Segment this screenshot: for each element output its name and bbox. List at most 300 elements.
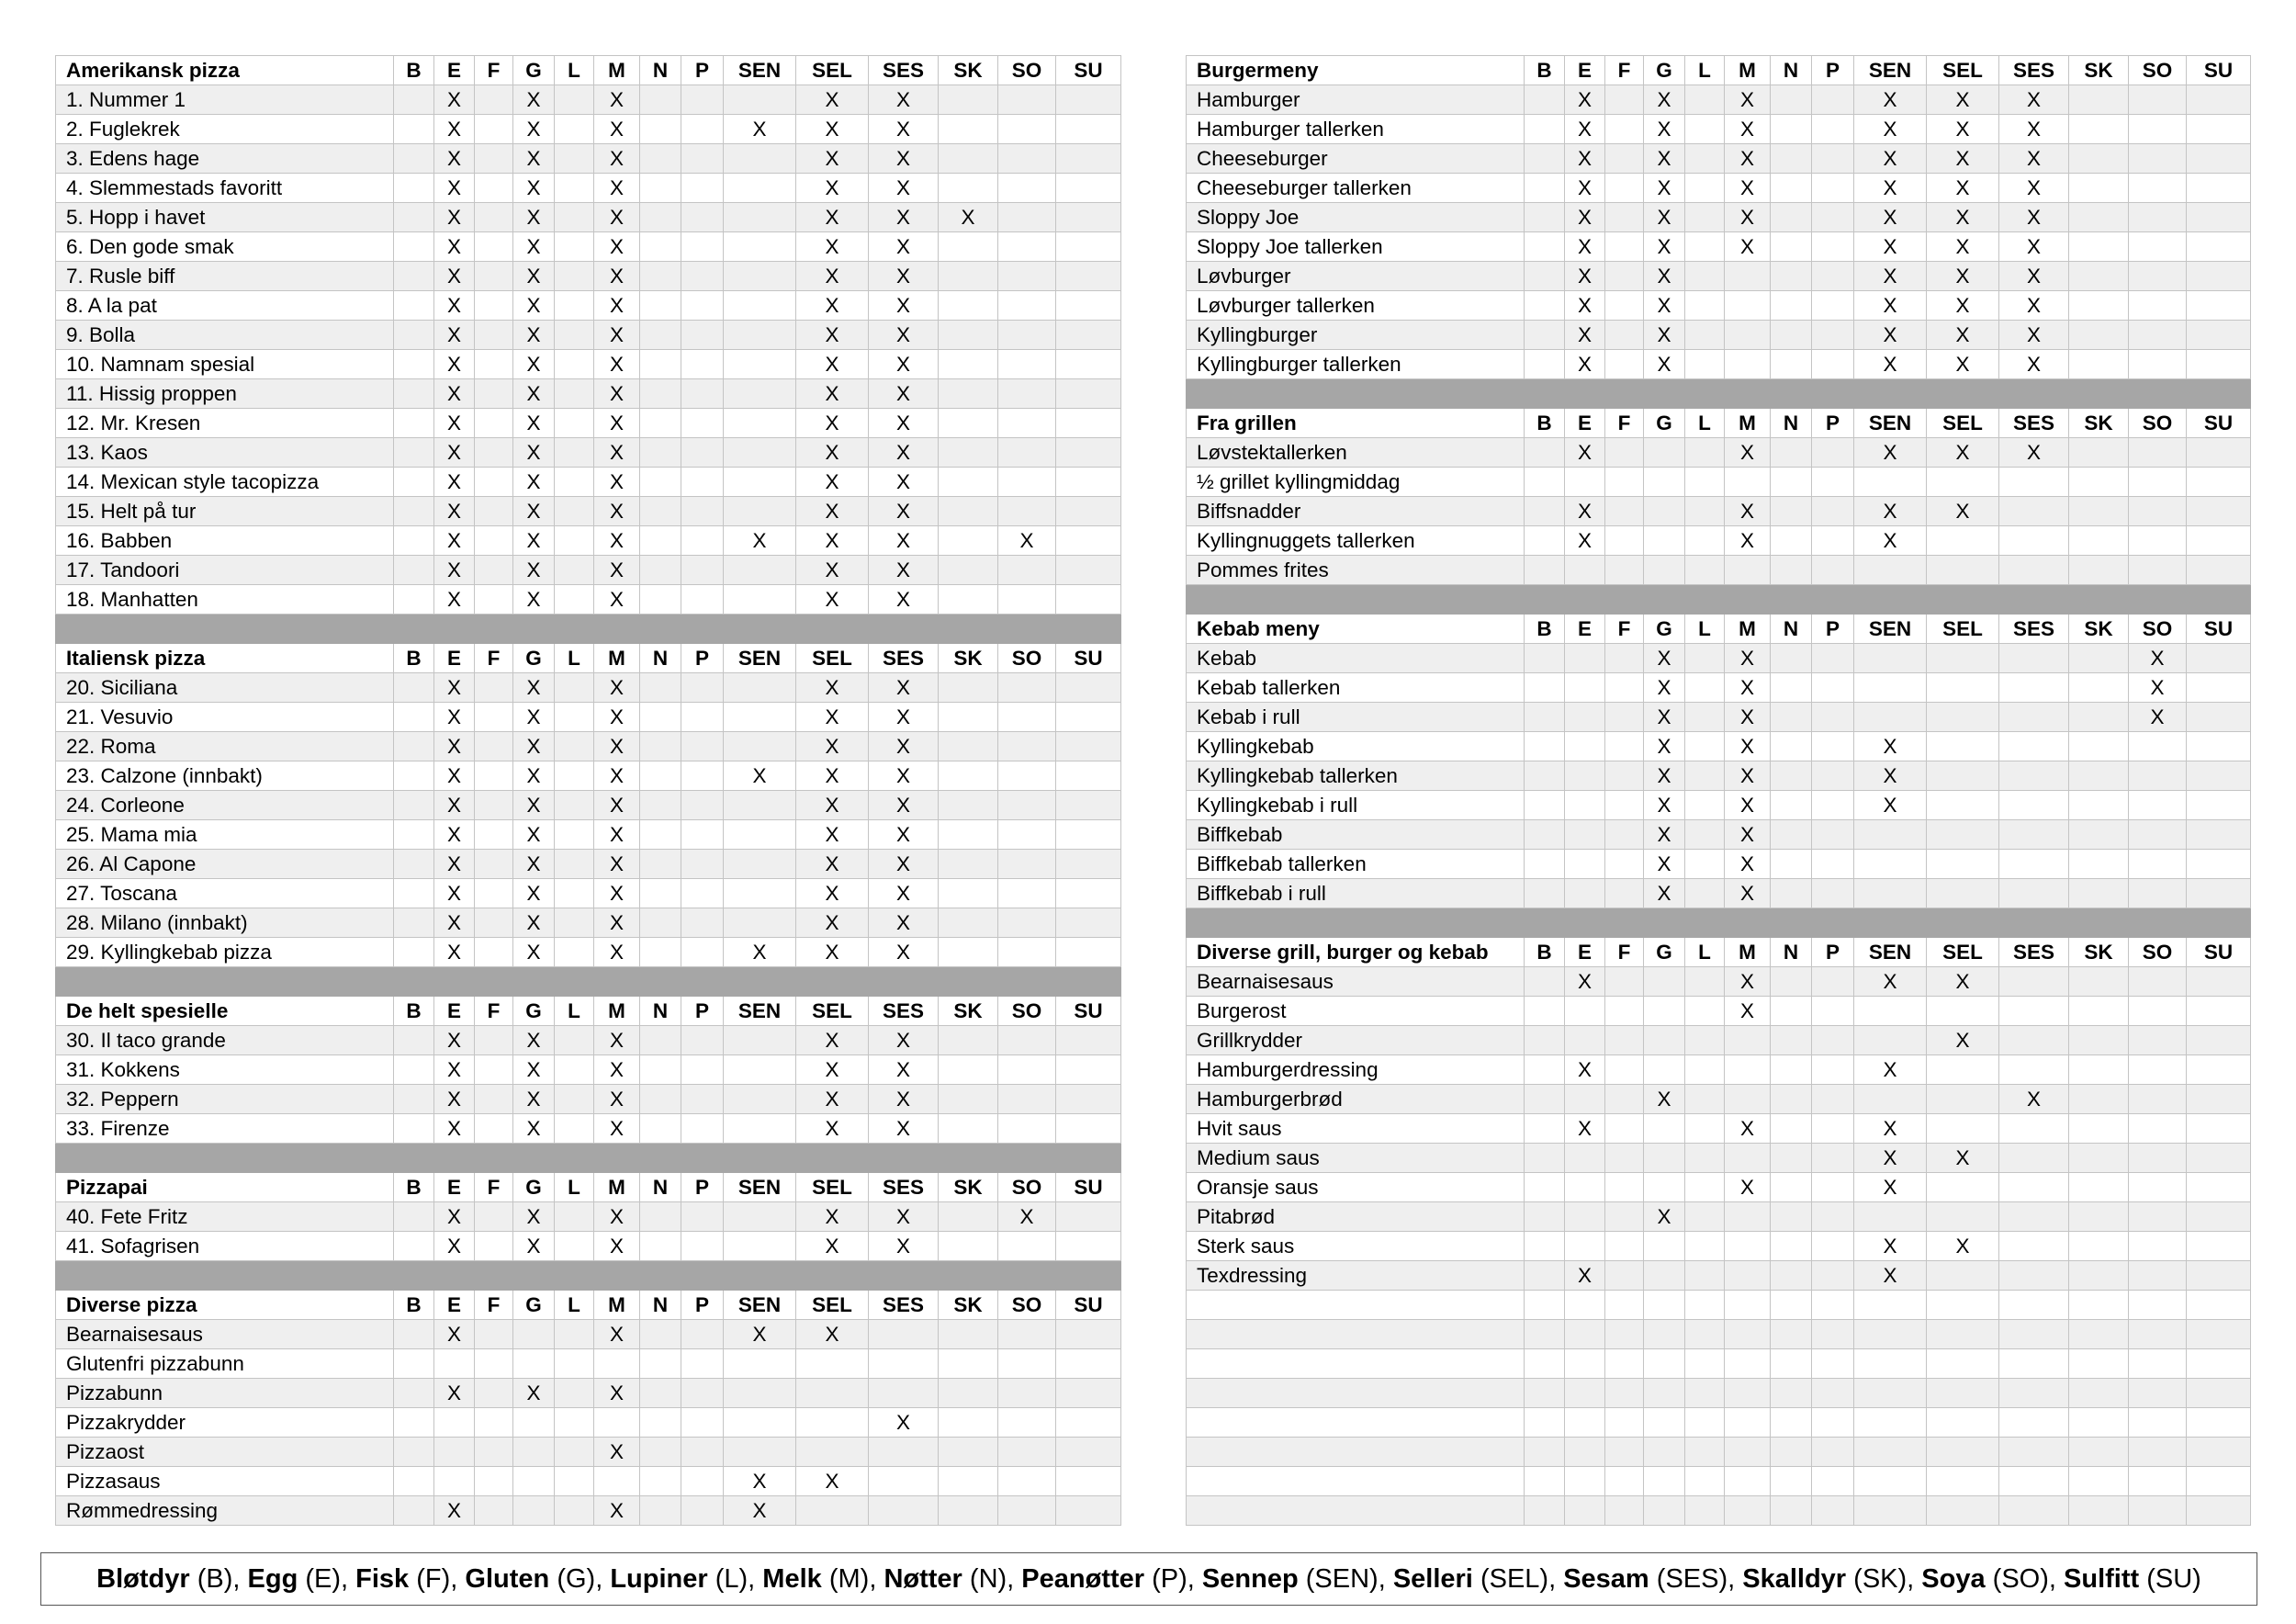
empty-row xyxy=(1187,1467,2251,1496)
section-title: De helt spesielle xyxy=(56,997,394,1026)
allergen-cell xyxy=(681,203,724,232)
allergen-cell xyxy=(2129,144,2187,174)
allergen-cell xyxy=(2069,321,2129,350)
allergen-cell xyxy=(1927,791,1999,820)
allergen-mark: X xyxy=(594,761,640,791)
allergen-mark: X xyxy=(796,379,869,409)
allergen-mark: X xyxy=(1854,761,1927,791)
item-name: Hamburger xyxy=(1187,85,1525,115)
allergen-mark: X xyxy=(1854,967,1927,997)
allergen-mark: X xyxy=(594,879,640,908)
item-name: Pizzabunn xyxy=(56,1379,394,1408)
allergen-cell xyxy=(555,379,594,409)
allergen-cell xyxy=(640,791,681,820)
allergen-cell xyxy=(640,232,681,262)
allergen-cell xyxy=(555,1379,594,1408)
column-header-b: B xyxy=(394,56,434,85)
allergen-cell xyxy=(594,1408,640,1438)
legend-allergen-code: (SES) xyxy=(1656,1563,1728,1594)
allergen-mark: X xyxy=(434,1026,475,1055)
table-row xyxy=(1187,1085,2251,1114)
allergen-cell xyxy=(796,1496,869,1526)
empty-cell xyxy=(1927,1349,1999,1379)
allergen-cell xyxy=(394,85,434,115)
allergen-cell xyxy=(1812,1173,1854,1202)
table-row xyxy=(56,350,1121,379)
allergen-cell xyxy=(724,673,796,703)
allergen-cell xyxy=(1056,321,1121,350)
allergen-cell xyxy=(394,673,434,703)
allergen-mark: X xyxy=(796,791,869,820)
allergen-cell xyxy=(681,1026,724,1055)
allergen-cell xyxy=(1812,468,1854,497)
allergen-cell xyxy=(1685,468,1725,497)
allergen-cell xyxy=(475,203,513,232)
empty-cell xyxy=(1605,1467,1644,1496)
empty-cell xyxy=(1605,1438,1644,1467)
empty-cell xyxy=(1854,1320,1927,1349)
allergen-cell xyxy=(681,703,724,732)
allergen-cell xyxy=(394,115,434,144)
column-header-p: P xyxy=(681,997,724,1026)
allergen-cell xyxy=(2187,1232,2251,1261)
allergen-cell xyxy=(2129,85,2187,115)
allergen-cell xyxy=(475,908,513,938)
table-row xyxy=(1187,1261,2251,1291)
item-name: 32. Peppern xyxy=(56,1085,394,1114)
item-name: 16. Babben xyxy=(56,526,394,556)
allergen-cell xyxy=(1056,1202,1121,1232)
allergen-cell xyxy=(475,1026,513,1055)
empty-cell xyxy=(1725,1320,1771,1349)
allergen-cell xyxy=(998,556,1056,585)
column-header-so: SO xyxy=(998,644,1056,673)
allergen-mark: X xyxy=(594,526,640,556)
empty-cell xyxy=(1725,1438,1771,1467)
allergen-cell xyxy=(1812,967,1854,997)
allergen-mark: X xyxy=(869,144,939,174)
separator-cell xyxy=(1187,908,2251,938)
allergen-cell xyxy=(394,820,434,850)
column-header-so: SO xyxy=(998,1291,1056,1320)
allergen-mark: X xyxy=(1927,291,1999,321)
allergen-cell xyxy=(555,1114,594,1144)
empty-cell xyxy=(1685,1438,1725,1467)
allergen-cell xyxy=(1812,1114,1854,1144)
allergen-mark: X xyxy=(796,1026,869,1055)
section-header-row xyxy=(56,997,1121,1026)
column-header-g: G xyxy=(513,56,555,85)
column-header-m: M xyxy=(1725,409,1771,438)
allergen-cell xyxy=(555,85,594,115)
empty-cell xyxy=(1999,1408,2069,1438)
separator-cell xyxy=(56,967,1121,997)
right-allergen-column xyxy=(1186,55,2250,1526)
allergen-cell xyxy=(1565,1173,1605,1202)
allergen-cell xyxy=(998,761,1056,791)
allergen-mark: X xyxy=(513,468,555,497)
column-header-sen: SEN xyxy=(1854,938,1927,967)
allergen-cell xyxy=(1854,850,1927,879)
allergen-mark: X xyxy=(594,1379,640,1408)
allergen-mark: X xyxy=(1927,115,1999,144)
allergen-cell xyxy=(1812,1202,1854,1232)
allergen-cell xyxy=(1605,879,1644,908)
item-name: Pitabrød xyxy=(1187,1202,1525,1232)
allergen-cell xyxy=(2187,232,2251,262)
allergen-mark: X xyxy=(434,1496,475,1526)
allergen-cell xyxy=(869,1438,939,1467)
allergen-cell xyxy=(394,409,434,438)
allergen-mark: X xyxy=(434,673,475,703)
allergen-mark: X xyxy=(594,556,640,585)
column-header-ses: SES xyxy=(869,56,939,85)
allergen-cell xyxy=(2129,1144,2187,1173)
table-row xyxy=(56,879,1121,908)
allergen-mark: X xyxy=(594,732,640,761)
allergen-cell xyxy=(2069,468,2129,497)
allergen-cell xyxy=(1725,1261,1771,1291)
allergen-mark: X xyxy=(513,1026,555,1055)
legend-item: Fisk (F), xyxy=(355,1563,466,1594)
table-row xyxy=(1187,438,2251,468)
empty-cell xyxy=(1685,1320,1725,1349)
empty-cell xyxy=(1525,1408,1565,1438)
column-header-sk: SK xyxy=(2069,938,2129,967)
allergen-mark: X xyxy=(1927,1144,1999,1173)
allergen-cell xyxy=(939,115,998,144)
allergen-cell xyxy=(1565,703,1605,732)
allergen-cell xyxy=(1056,1055,1121,1085)
allergen-mark: X xyxy=(1927,232,1999,262)
allergen-mark: X xyxy=(724,115,796,144)
column-header-g: G xyxy=(513,644,555,673)
allergen-cell xyxy=(869,1379,939,1408)
allergen-mark: X xyxy=(796,820,869,850)
allergen-mark: X xyxy=(594,1055,640,1085)
allergen-cell xyxy=(1685,262,1725,291)
table-row xyxy=(1187,1144,2251,1173)
column-header-f: F xyxy=(1605,938,1644,967)
column-header-e: E xyxy=(1565,938,1605,967)
allergen-cell xyxy=(1812,1144,1854,1173)
empty-cell xyxy=(1854,1349,1927,1379)
allergen-mark: X xyxy=(434,1085,475,1114)
allergen-mark: X xyxy=(513,791,555,820)
allergen-cell xyxy=(1525,879,1565,908)
allergen-cell xyxy=(939,1467,998,1496)
column-header-p: P xyxy=(681,1173,724,1202)
allergen-mark: X xyxy=(796,1320,869,1349)
allergen-cell xyxy=(1771,85,1812,115)
empty-cell xyxy=(1725,1496,1771,1526)
allergen-cell xyxy=(998,321,1056,350)
item-name: Pommes frites xyxy=(1187,556,1525,585)
item-name: 30. Il taco grande xyxy=(56,1026,394,1055)
allergen-cell xyxy=(555,791,594,820)
allergen-cell xyxy=(1056,232,1121,262)
allergen-cell xyxy=(513,1349,555,1379)
allergen-cell xyxy=(555,879,594,908)
allergen-cell xyxy=(1999,1261,2069,1291)
item-name: Kyllingkebab i rull xyxy=(1187,791,1525,820)
allergen-cell xyxy=(1525,203,1565,232)
column-header-sk: SK xyxy=(2069,615,2129,644)
column-header-n: N xyxy=(640,1173,681,1202)
allergen-cell xyxy=(1771,526,1812,556)
legend-allergen-name: Soya xyxy=(1921,1563,1986,1594)
column-header-m: M xyxy=(594,1291,640,1320)
allergen-mark: X xyxy=(513,438,555,468)
item-name: 31. Kokkens xyxy=(56,1055,394,1085)
allergen-cell xyxy=(1056,1496,1121,1526)
allergen-mark: X xyxy=(513,761,555,791)
allergen-cell xyxy=(724,732,796,761)
item-name: Løvstektallerken xyxy=(1187,438,1525,468)
allergen-mark: X xyxy=(1999,85,2069,115)
table-row xyxy=(56,232,1121,262)
allergen-cell xyxy=(681,321,724,350)
allergen-cell xyxy=(681,820,724,850)
allergen-mark: X xyxy=(1999,1085,2069,1114)
allergen-cell xyxy=(939,1438,998,1467)
allergen-cell xyxy=(394,438,434,468)
allergen-mark: X xyxy=(434,379,475,409)
empty-cell xyxy=(1927,1291,1999,1320)
allergen-cell xyxy=(555,468,594,497)
empty-cell xyxy=(2187,1438,2251,1467)
empty-cell xyxy=(1644,1438,1685,1467)
allergen-mark: X xyxy=(1565,203,1605,232)
table-row xyxy=(56,1438,1121,1467)
item-name: 5. Hopp i havet xyxy=(56,203,394,232)
allergen-mark: X xyxy=(869,115,939,144)
empty-cell xyxy=(1771,1438,1812,1467)
item-name: Løvburger xyxy=(1187,262,1525,291)
empty-cell xyxy=(2129,1408,2187,1438)
allergen-cell xyxy=(555,556,594,585)
item-name: 9. Bolla xyxy=(56,321,394,350)
allergen-mark: X xyxy=(1854,203,1927,232)
allergen-cell xyxy=(394,1232,434,1261)
allergen-mark: X xyxy=(1565,526,1605,556)
allergen-cell xyxy=(681,350,724,379)
table-row xyxy=(56,203,1121,232)
allergen-cell xyxy=(724,1232,796,1261)
allergen-cell xyxy=(1999,997,2069,1026)
allergen-cell xyxy=(394,321,434,350)
empty-cell xyxy=(1525,1467,1565,1496)
allergen-cell xyxy=(1999,1055,2069,1085)
allergen-mark: X xyxy=(796,262,869,291)
empty-cell xyxy=(1644,1379,1685,1408)
table-row xyxy=(1187,203,2251,232)
allergen-cell xyxy=(640,1055,681,1085)
empty-cell xyxy=(2129,1467,2187,1496)
allergen-mark: X xyxy=(594,379,640,409)
allergen-mark: X xyxy=(594,350,640,379)
allergen-mark: X xyxy=(869,350,939,379)
allergen-cell xyxy=(724,908,796,938)
empty-cell xyxy=(1187,1349,1525,1379)
table-row xyxy=(56,1496,1121,1526)
allergen-mark: X xyxy=(796,1085,869,1114)
allergen-mark: X xyxy=(796,115,869,144)
allergen-cell xyxy=(513,1438,555,1467)
allergen-cell xyxy=(1605,1114,1644,1144)
allergen-cell xyxy=(555,232,594,262)
item-name: Burgerost xyxy=(1187,997,1525,1026)
empty-cell xyxy=(2069,1320,2129,1349)
empty-cell xyxy=(2069,1349,2129,1379)
allergen-cell xyxy=(640,1114,681,1144)
allergen-cell xyxy=(555,820,594,850)
allergen-cell xyxy=(2187,1114,2251,1144)
allergen-mark: X xyxy=(1565,262,1605,291)
column-header-sen: SEN xyxy=(1854,409,1927,438)
item-name: 2. Fuglekrek xyxy=(56,115,394,144)
allergen-cell xyxy=(939,791,998,820)
allergen-cell xyxy=(394,761,434,791)
allergen-mark: X xyxy=(513,585,555,615)
allergen-cell xyxy=(1771,850,1812,879)
column-header-f: F xyxy=(1605,615,1644,644)
allergen-cell xyxy=(2129,732,2187,761)
section-header-row xyxy=(1187,409,2251,438)
column-header-sel: SEL xyxy=(796,1173,869,1202)
allergen-cell xyxy=(640,673,681,703)
allergen-cell xyxy=(1999,1232,2069,1261)
table-row xyxy=(56,732,1121,761)
legend-allergen-code: (F) xyxy=(416,1563,451,1594)
allergen-cell xyxy=(1927,732,1999,761)
allergen-cell xyxy=(1854,1026,1927,1055)
allergen-mark: X xyxy=(434,291,475,321)
allergen-mark: X xyxy=(594,820,640,850)
allergen-cell xyxy=(681,879,724,908)
table-row xyxy=(1187,85,2251,115)
empty-cell xyxy=(2187,1349,2251,1379)
allergen-mark: X xyxy=(513,262,555,291)
allergen-cell xyxy=(1644,1173,1685,1202)
allergen-mark: X xyxy=(1999,350,2069,379)
empty-cell xyxy=(1525,1320,1565,1349)
allergen-mark: X xyxy=(1927,203,1999,232)
legend-item: Melk (M), xyxy=(762,1563,884,1594)
column-header-l: L xyxy=(555,1173,594,1202)
table-row xyxy=(56,556,1121,585)
column-header-g: G xyxy=(513,1291,555,1320)
allergen-mark: X xyxy=(796,761,869,791)
allergen-cell xyxy=(1605,1055,1644,1085)
column-header-so: SO xyxy=(2129,56,2187,85)
allergen-cell xyxy=(2129,526,2187,556)
allergen-cell xyxy=(394,1467,434,1496)
allergen-cell xyxy=(1605,703,1644,732)
allergen-cell xyxy=(1605,468,1644,497)
allergen-mark: X xyxy=(513,350,555,379)
allergen-cell xyxy=(681,732,724,761)
allergen-cell xyxy=(2069,526,2129,556)
allergen-cell xyxy=(1927,673,1999,703)
empty-cell xyxy=(1999,1379,2069,1408)
column-header-l: L xyxy=(1685,409,1725,438)
allergen-cell xyxy=(2129,1173,2187,1202)
allergen-cell xyxy=(1605,526,1644,556)
column-header-m: M xyxy=(1725,56,1771,85)
allergen-mark: X xyxy=(434,203,475,232)
allergen-cell xyxy=(1771,174,1812,203)
allergen-mark: X xyxy=(434,1320,475,1349)
item-name: 17. Tandoori xyxy=(56,556,394,585)
allergen-cell xyxy=(998,438,1056,468)
allergen-cell xyxy=(1927,1202,1999,1232)
column-header-e: E xyxy=(434,56,475,85)
allergen-cell xyxy=(1685,174,1725,203)
allergen-mark: X xyxy=(796,174,869,203)
allergen-cell xyxy=(640,321,681,350)
allergen-mark: X xyxy=(1565,115,1605,144)
allergen-cell xyxy=(1056,1026,1121,1055)
allergen-cell xyxy=(1812,997,1854,1026)
allergen-cell xyxy=(1056,703,1121,732)
item-name: 14. Mexican style tacopizza xyxy=(56,468,394,497)
allergen-cell xyxy=(1525,820,1565,850)
column-header-p: P xyxy=(681,1291,724,1320)
column-header-sen: SEN xyxy=(724,1291,796,1320)
column-header-n: N xyxy=(640,997,681,1026)
allergen-cell xyxy=(1812,1261,1854,1291)
column-header-n: N xyxy=(640,1291,681,1320)
allergen-mark: X xyxy=(1644,174,1685,203)
allergen-mark: X xyxy=(434,1202,475,1232)
column-header-b: B xyxy=(394,1173,434,1202)
legend-allergen-name: Sennep xyxy=(1201,1563,1299,1594)
allergen-cell xyxy=(555,115,594,144)
allergen-mark: X xyxy=(1725,526,1771,556)
allergen-legend xyxy=(40,1552,2257,1606)
allergen-cell xyxy=(1812,1055,1854,1085)
allergen-cell xyxy=(640,203,681,232)
allergen-cell xyxy=(640,850,681,879)
allergen-mark: X xyxy=(594,585,640,615)
allergen-cell xyxy=(555,203,594,232)
allergen-mark: X xyxy=(869,232,939,262)
allergen-mark: X xyxy=(1854,1055,1927,1085)
empty-cell xyxy=(1812,1291,1854,1320)
empty-row xyxy=(1187,1320,2251,1349)
allergen-mark: X xyxy=(434,526,475,556)
allergen-mark: X xyxy=(1725,232,1771,262)
allergen-mark: X xyxy=(594,321,640,350)
allergen-mark: X xyxy=(1854,232,1927,262)
allergen-cell xyxy=(998,673,1056,703)
allergen-mark: X xyxy=(1854,791,1927,820)
allergen-cell xyxy=(724,203,796,232)
allergen-cell xyxy=(998,732,1056,761)
allergen-cell xyxy=(2129,1085,2187,1114)
allergen-cell xyxy=(2187,321,2251,350)
allergen-cell xyxy=(1605,232,1644,262)
column-header-g: G xyxy=(1644,615,1685,644)
item-name: 4. Slemmestads favoritt xyxy=(56,174,394,203)
allergen-cell xyxy=(1854,879,1927,908)
empty-cell xyxy=(1565,1496,1605,1526)
column-header-so: SO xyxy=(2129,938,2187,967)
column-header-p: P xyxy=(1812,615,1854,644)
allergen-mark: X xyxy=(1644,703,1685,732)
column-header-su: SU xyxy=(2187,56,2251,85)
